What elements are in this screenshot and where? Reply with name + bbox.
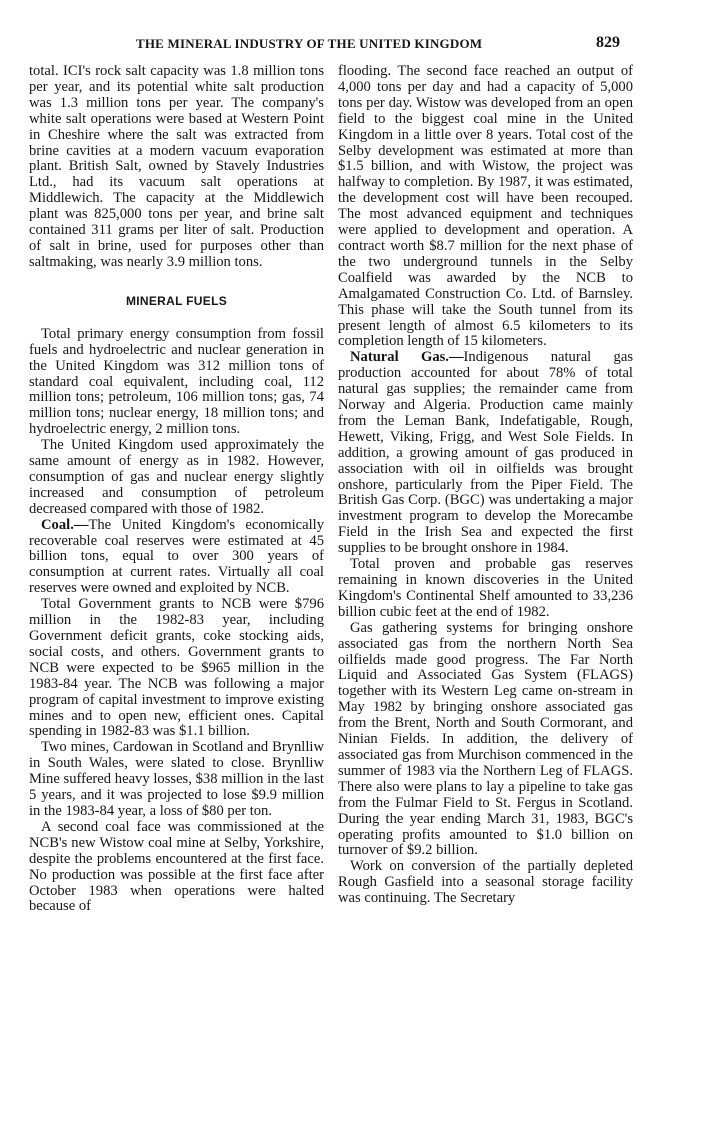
paragraph-energy-consumption: Total primary energy consumption from fossil fuels and hydroelectric and nuclear generation in the United Kingdom was 312 million tons of standard coal equivalent, including coal, 112 million tons; petroleum, 106 million tons; gas, 74 million tons; nuclear energy, 18 million tons; and hydroelectric energy, 2 million tons.: [29, 325, 324, 438]
paragraph-government-grants: Total Government grants to NCB were $796 million in the 1982-83 year, including Government deficit grants, coke stocking aids, social costs, and others. Government grants to NCB were expected to be $965 million in the 1983-84 year. The NCB was following a major program of capital investment to improve existing mines and to open new, efficient ones. Capital spending in 1982-83 was $1.1 billion.: [29, 596, 324, 740]
page-number: 829: [596, 34, 620, 51]
paragraph-gas-reserves: Total proven and probable gas reserves remaining in known discoveries in the United Kingdom's Continental Shelf amounted to 33,236 billion cubic feet at the end of 1982.: [338, 556, 633, 620]
paragraph-natural-gas: [338, 350, 633, 557]
running-title: THE MINERAL INDUSTRY OF THE UNITED KINGDOM: [136, 36, 483, 51]
paragraph-rough-gasfield: Work on conversion of the partially depleted Rough Gasfield into a seasonal storage facility was continuing. The Secretary: [338, 858, 633, 907]
paragraph-selby-continued: flooding. The second face reached an output of 4,000 tons per day and had a capacity of 5,000 tons per day. Wistow was developed from an open field to the biggest coal mine in the United Kingdom in a little over 8 years. Total cost of the Selby development was estimated at more than $1.5 billion, and with Wistow, the project was halfway to completion. By 1987, it was estimated, the development cost will have been recouped. The most advanced equipment and techniques were applied to development and operation. A contract worth $8.7 million for the next phase of the two underground tunnels in the Selby Coalfield was awarded by the NCB to Amalgamated Construction Co. Ltd. of Barnsley. This phase will take the South tunnel from its present length of almost 6.5 kilometers to its completion length of 15 kilometers.: [338, 63, 633, 350]
coal-run-in-heading: Coal.—: [41, 516, 89, 533]
natural-gas-text: Indigenous natural gas production accounted for about 78% of total natural gas supplies; the remainder came from Norway and Algeria. Production came mainly from the Leman Bank, Indefatigable, Rough, Hewett, Viking, Frigg, and West Sole Fields. In addition, a growing amount of gas produced in association with oil in oilfields was brought onshore, particularly from the Piper Field. The British Gas Corp. (BGC) was undertaking a major investment program to develop the Morecambe Field in the Irish Sea and expected the first supplies to be brought onshore in 1984.: [338, 349, 633, 557]
paragraph-coal-reserves: [29, 518, 324, 598]
paragraph-selby-coal-face: A second coal face was commissioned at the NCB's new Wistow coal mine at Selby, Yorkshire, despite the problems encountered at the first face. No production was possible at the first face after October 1983 when operations were halted because of: [29, 818, 324, 915]
right-column: [338, 64, 633, 907]
left-column: [29, 64, 324, 915]
paragraph-energy-comparison: The United Kingdom used approximately the same amount of energy as in 1982. However, consumption of gas and nuclear energy slightly increased and consumption of petroleum decreased compared with those of 1982.: [29, 437, 324, 517]
section-heading-mineral-fuels: MINERAL FUELS: [125, 293, 227, 308]
paragraph-salt: total. ICI's rock salt capacity was 1.8 million tons per year, and its potential white salt production was 1.3 million tons per year. The company's white salt operations were based at Western Point in Cheshire where the salt was extracted from brine cavities at a modern vacuum evaporation plant. British Salt, owned by Stavely Industries Ltd., had its vacuum salt operations at Middlewich. The capacity at the Middlewich plant was 825,000 tons per year, and brine salt contained 311 grams per liter of salt. Production of salt in brine, used for purposes other than saltmaking, was nearly 3.9 million tons.: [29, 63, 324, 270]
paragraph-mine-closures: Two mines, Cardowan in Scotland and Brynlliw in South Wales, were slated to close. Brynlliw Mine suffered heavy losses, $38 million in the last 5 years, and it was projected to lose $9.9 million in the 1983-84 year, a loss of $80 per ton.: [29, 739, 324, 819]
running-header: [0, 34, 712, 56]
paragraph-gas-gathering: Gas gathering systems for bringing onshore associated gas from the northern North Sea oilfields made good progress. The Far North Liquid and Associated Gas System (FLAGS) together with its Western Leg came on-stream in May 1982 by bringing onshore associated gas from the Brent, North and South Cormorant, and Ninian Fields. In addition, the delivery of associated gas from Murchison commenced in the summer of 1983 via the Northern Leg of FLAGS. There also were plans to lay a pipeline to take gas from the Fulmar Field to St. Fergus in Scotland. During the year ending March 31, 1983, BGC's operating profits amounted to $1.0 billion on turnover of $9.2 billion.: [338, 619, 633, 859]
natural-gas-run-in-heading: Natural Gas.—: [350, 349, 464, 366]
coal-reserves-text: The United Kingdom's economically recoverable coal reserves were estimated at 45 billion tons, equal to over 300 years of consumption at current rates. Virtually all coal reserves were owned and exploited by NCB.: [29, 516, 324, 597]
